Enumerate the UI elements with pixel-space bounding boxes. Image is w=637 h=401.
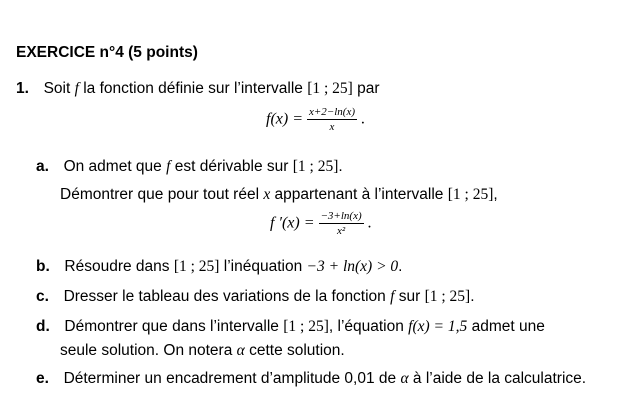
qa-line2-interval: [1 ; 25] [447,186,494,203]
qa-f: f [166,158,171,175]
qb-inequation: −3 + ln(x) > 0 [306,258,399,275]
qd-text2: , l’équation [328,318,409,335]
question-c [36,288,475,306]
question-a-line2 [60,186,498,204]
question-label-b: b. [36,258,50,275]
derivative-formula [270,210,372,237]
derivative-numerator: −3+ln(x) [320,210,362,222]
derivative-denominator: x² [336,225,346,237]
question-label-e: e. [36,370,49,387]
qc-text2: sur [394,288,425,305]
qa-line2-text2: appartenant à l’intervalle [270,186,448,203]
qe-alpha: α [400,370,409,387]
qd-text: Démontrer que dans l’intervalle [64,318,284,335]
fpx-dot: . [367,214,372,232]
question-d-line2 [60,342,345,360]
qa-interval: [1 ; 25] [292,158,339,175]
qc-f: f [390,288,395,305]
derivative-fraction [319,210,364,237]
fraction-denominator: x [329,121,335,133]
qd-interval: [1 ; 25] [283,318,329,335]
q1-text-after: la fonction définie sur l’intervalle [78,80,308,97]
qd-text3: admet une [467,318,545,335]
qb-interval: [1 ; 25] [173,258,220,275]
question-label-d: d. [36,318,50,335]
q1-par: par [352,80,380,97]
fx-dot: . [360,110,365,128]
qa-text2: est dérivable sur [170,158,293,175]
fpx-label: f ′(x) = [270,214,319,232]
qb-end: . [398,258,403,275]
function-definition [266,106,365,133]
question-label-c: c. [36,288,49,305]
question-e [36,370,586,388]
q1-interval: [1 ; 25] [307,80,353,97]
qa-end: . [338,158,343,175]
question-number: 1. [16,80,29,97]
qb-text: Résoudre dans [64,258,174,275]
q1-text-before: Soit [43,80,75,97]
question-b [36,258,402,276]
fraction-numerator: x+2−ln(x) [309,106,355,118]
qe-text: Déterminer un encadrement d’amplitude 0,01 de [63,370,401,387]
qe-text2: à l’aide de la calculatrice. [408,370,587,387]
qa-line2-text: Démontrer que pour tout réel [60,186,264,203]
qd-line2-text: seule solution. On notera [60,342,237,359]
qa-x: x [263,186,271,203]
question-1 [16,80,380,98]
fx-label: f(x) = [266,110,307,128]
exercise-title: EXERCICE n°4 (5 points) [16,44,198,61]
qc-text: Dresser le tableau des variations de la fonction [63,288,391,305]
function-fraction [307,106,357,133]
question-a [36,158,343,176]
qd-equation: f(x) = 1,5 [408,318,468,335]
question-d [36,318,545,336]
q1-f: f [74,80,79,97]
qc-interval: [1 ; 25] [424,288,471,305]
question-label-a: a. [36,158,49,175]
qa-line2-end: , [493,186,498,203]
qc-end: . [470,288,475,305]
qd-alpha: α [236,342,245,359]
qb-text2: l’inéquation [219,258,307,275]
qa-text1: On admet que [63,158,167,175]
qd-line2-end: cette solution. [244,342,345,359]
